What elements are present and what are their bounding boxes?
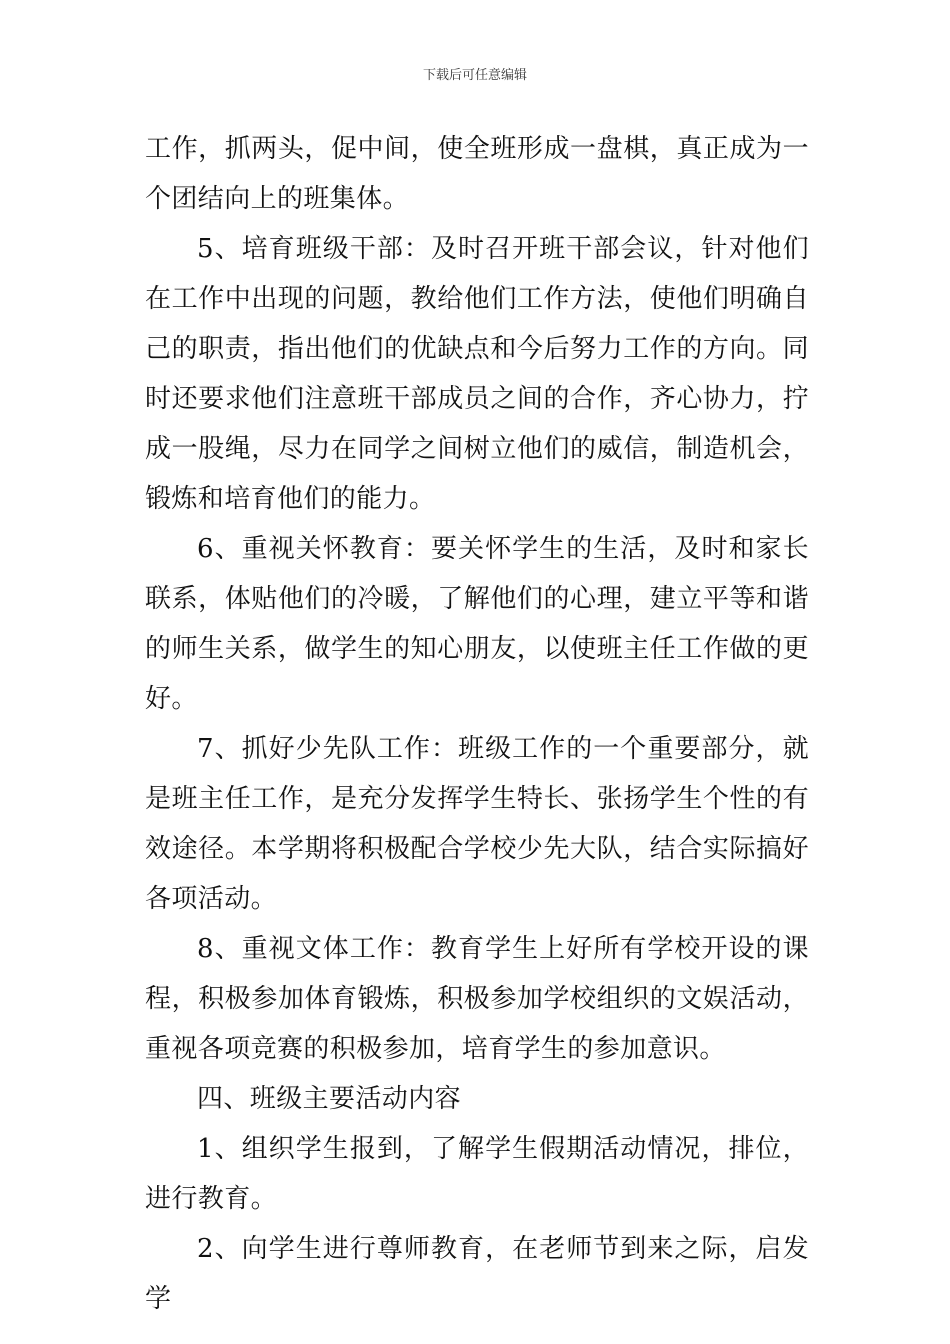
paragraph-activity-1: 1、组织学生报到，了解学生假期活动情况，排位，进行教育。 <box>145 1134 809 1214</box>
paragraph-item-7: 7、抓好少先队工作：班级工作的一个重要部分，就是班主任工作，是充分发挥学生特长、张扬学生个性的有效途径。本学期将积极配合学校少先大队，结合实际搞好各项活动。 <box>145 734 809 914</box>
document-body <box>145 124 809 1324</box>
paragraph-item-6: 6、重视关怀教育：要关怀学生的生活，及时和家长联系，体贴他们的冷暖，了解他们的心理，建立平等和谐的师生关系，做学生的知心朋友，以使班主任工作做的更好。 <box>145 534 809 714</box>
paragraph-activity-2: 2、向学生进行尊师教育，在老师节到来之际，启发学 <box>145 1234 809 1314</box>
section-heading-4: 四、班级主要活动内容 <box>197 1084 462 1114</box>
page-header-note: 下载后可任意编辑 <box>422 68 527 83</box>
paragraph-item-5: 5、培育班级干部：及时召开班干部会议，针对他们在工作中出现的问题，教给他们工作方法，使他们明确自己的职责，指出他们的优缺点和今后努力工作的方向。同时还要求他们注意班干部成员之间的合作，齐心协力，拧成一股绳，尽力在同学之间树立他们的威信，制造机会，锻炼和培育他们的能力。 <box>145 234 809 514</box>
paragraph-continued: 工作，抓两头，促中间，使全班形成一盘棋，真正成为一个团结向上的班集体。 <box>145 134 809 214</box>
paragraph-item-8: 8、重视文体工作：教育学生上好所有学校开设的课程，积极参加体育锻炼，积极参加学校组织的文娱活动，重视各项竞赛的积极参加，培育学生的参加意识。 <box>145 934 809 1064</box>
